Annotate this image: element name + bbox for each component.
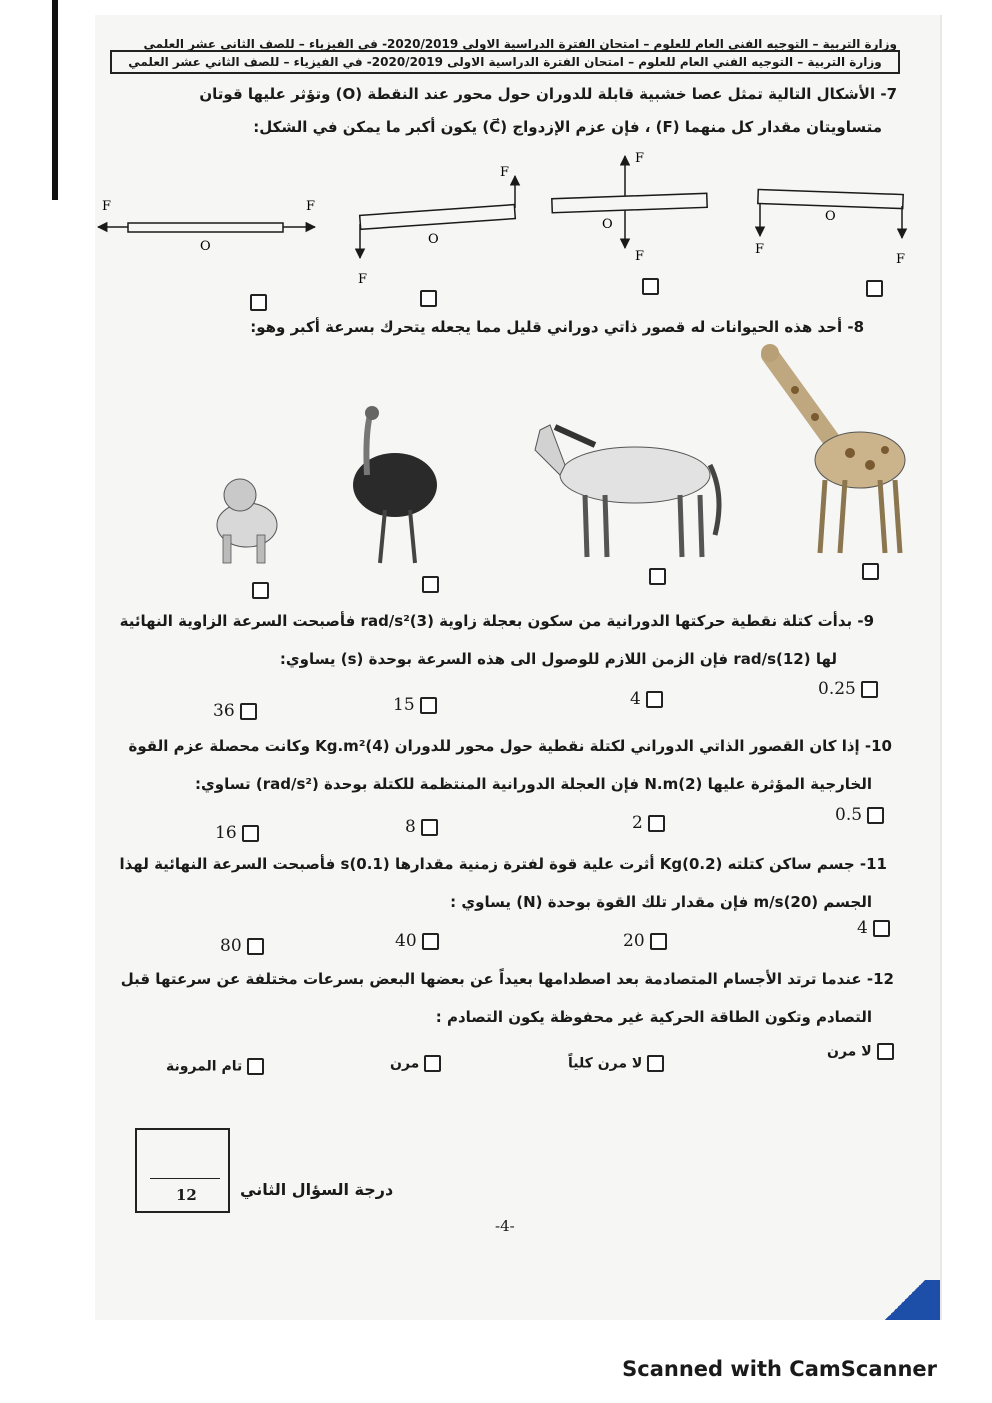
q10-checkbox-2[interactable] [421, 819, 438, 836]
q12-option-2[interactable]: مرن [390, 1055, 441, 1072]
q12-checkbox-2[interactable] [424, 1055, 441, 1072]
q7-fig4-f-left: F [755, 242, 765, 257]
q9-option-2[interactable]: 15 [393, 695, 437, 715]
q8-checkbox-dog[interactable] [252, 582, 269, 599]
ostrich-image [353, 406, 437, 563]
q11-checkbox-1[interactable] [247, 938, 264, 955]
q11-line2: الجسم (20)m/s فإن مقدار تلك القوة بوحدة (N) يساوي : [450, 893, 872, 911]
q7-fig3-f-down: F [635, 249, 645, 264]
q7-fig1-f-right: F [306, 199, 316, 214]
q7-fig4-o: O [825, 209, 836, 224]
q11-checkbox-4[interactable] [873, 920, 890, 937]
dog-image [217, 479, 277, 563]
q10-line2: الخارجية المؤثرة عليها (2)N.m فإن العجلة الدورانية المنتظمة للكتلة بوحدة (rad/s²) تساوي: [195, 775, 872, 793]
q7-checkbox-3[interactable] [642, 278, 659, 295]
q8-checkbox-ostrich[interactable] [422, 576, 439, 593]
q10-option-1[interactable]: 16 [215, 823, 259, 843]
q7-fig2-o: O [428, 232, 439, 247]
q11-option-1[interactable]: 80 [220, 936, 264, 956]
q7-figure-3 [552, 151, 707, 264]
q8-checkbox-giraffe[interactable] [862, 563, 879, 580]
q11-line1: 11- جسم ساكن كتلته (0.2)Kg أثرت علية قوة لفترة زمنية مقدارها (0.1)s فأصبحت السرعة النهائية لهذا [119, 855, 887, 873]
q7-fig4-f-right: F [896, 252, 906, 267]
blue-corner [870, 1280, 940, 1320]
q7-figure-2 [358, 165, 515, 287]
q9-checkbox-2[interactable] [420, 697, 437, 714]
q10-option-2[interactable]: 8 [405, 817, 438, 837]
q7-fig2-f-up: F [500, 165, 510, 180]
q7-line2: متساويتان مقدار كل منهما (F) ، فإن عزم الإزدواج (C⃗) يكون أكبر ما يمكن في الشكل: [253, 118, 882, 136]
q12-option-4[interactable]: لا مرن [827, 1043, 894, 1060]
q12-line1: 12- عندما ترتد الأجسام المتصادمة بعد اصطدامها بعيداً عن بعضها البعض بسرعات مختلفة عن سرعتها قبل [120, 970, 894, 988]
q12-checkbox-1[interactable] [247, 1058, 264, 1075]
q12-checkbox-3[interactable] [647, 1055, 664, 1072]
q12-line2: التصادم وتكون الطاقة الحركية غير محفوظة يكون التصادم : [435, 1008, 872, 1026]
q8-animals [195, 335, 920, 575]
q11-option-4[interactable]: 4 [857, 918, 890, 938]
q10-checkbox-4[interactable] [867, 807, 884, 824]
giraffe-image [761, 344, 905, 553]
q9-option-3[interactable]: 4 [630, 689, 663, 709]
q10-option-4[interactable]: 0.5 [835, 805, 884, 825]
q10-option-3[interactable]: 2 [632, 813, 665, 833]
q7-checkbox-2[interactable] [420, 290, 437, 307]
q7-figure-4 [755, 189, 905, 267]
q7-fig3-o: O [602, 217, 613, 232]
header-box: وزارة التربية – التوجيه الفني العام للعلوم – امتحان الفترة الدراسية الاولى 2020/2019- في الفيزياء – للصف الثاني عشر العلمي [110, 50, 900, 74]
q12-option-3[interactable]: لا مرن كلياً [568, 1055, 664, 1072]
q7-checkbox-1[interactable] [250, 294, 267, 311]
q10-checkbox-3[interactable] [648, 815, 665, 832]
q9-line2: لها (12)rad/s فإن الزمن اللازم للوصول الى هذه السرعة بوحدة (s) يساوي: [279, 650, 837, 668]
q11-checkbox-3[interactable] [650, 933, 667, 950]
q7-fig3-f-up: F [635, 151, 645, 166]
score-value: 12 [176, 1186, 197, 1204]
q8-checkbox-horse[interactable] [649, 568, 666, 585]
q7-fig2-f-down: F [358, 272, 368, 287]
q7-figure-1 [98, 199, 315, 254]
q7-checkbox-4[interactable] [866, 280, 883, 297]
q11-option-2[interactable]: 40 [395, 931, 439, 951]
q7-figures [90, 148, 920, 298]
header-line: وزارة التربية – التوجيه الفني العام للعلوم – امتحان الفترة الدراسية الاولى 2020/2019- في الفيزياء – للصف الثاني عشر العلمي [143, 37, 897, 51]
q10-line1: 10- إذا كان القصور الذاتي الدوراني لكتلة نقطية حول محور للدوران (4)Kg.m² وكانت محصلة عزم القوة [128, 737, 892, 755]
q7-fig1-o: O [200, 239, 211, 254]
q7-line1: 7- الأشكال التالية تمثل عصا خشبية قابلة للدوران حول محور عند النقطة (O) وتؤثر عليها قوتان [199, 85, 897, 103]
q9-line1: 9- بدأت كتلة نقطية حركتها الدورانية من سكون بعجلة زاوية (3)rad/s² فأصبحت السرعة الزاوية النهائية [119, 612, 874, 630]
q9-option-4[interactable]: 0.25 [818, 679, 878, 699]
q9-checkbox-3[interactable] [646, 691, 663, 708]
scan-edge-mark [52, 0, 58, 200]
q11-checkbox-2[interactable] [422, 933, 439, 950]
q12-option-1[interactable]: تام المرونة [166, 1058, 264, 1075]
q10-checkbox-1[interactable] [242, 825, 259, 842]
q11-option-3[interactable]: 20 [623, 931, 667, 951]
q7-fig1-f-left: F [102, 199, 112, 214]
q9-checkbox-1[interactable] [240, 703, 257, 720]
page-number: -4- [495, 1217, 515, 1235]
q9-option-1[interactable]: 36 [213, 701, 257, 721]
camscanner-footer: Scanned with CamScanner [622, 1357, 937, 1381]
q8-line1: 8- أحد هذه الحيوانات له قصور ذاتي دوراني قليل مما يجعله يتحرك بسرعة أكبر وهو: [250, 318, 864, 336]
q9-checkbox-4[interactable] [861, 681, 878, 698]
score-divider [150, 1178, 220, 1179]
q12-checkbox-4[interactable] [877, 1043, 894, 1060]
score-label: درجة السؤال الثاني [240, 1180, 394, 1199]
horse-image [535, 425, 719, 557]
